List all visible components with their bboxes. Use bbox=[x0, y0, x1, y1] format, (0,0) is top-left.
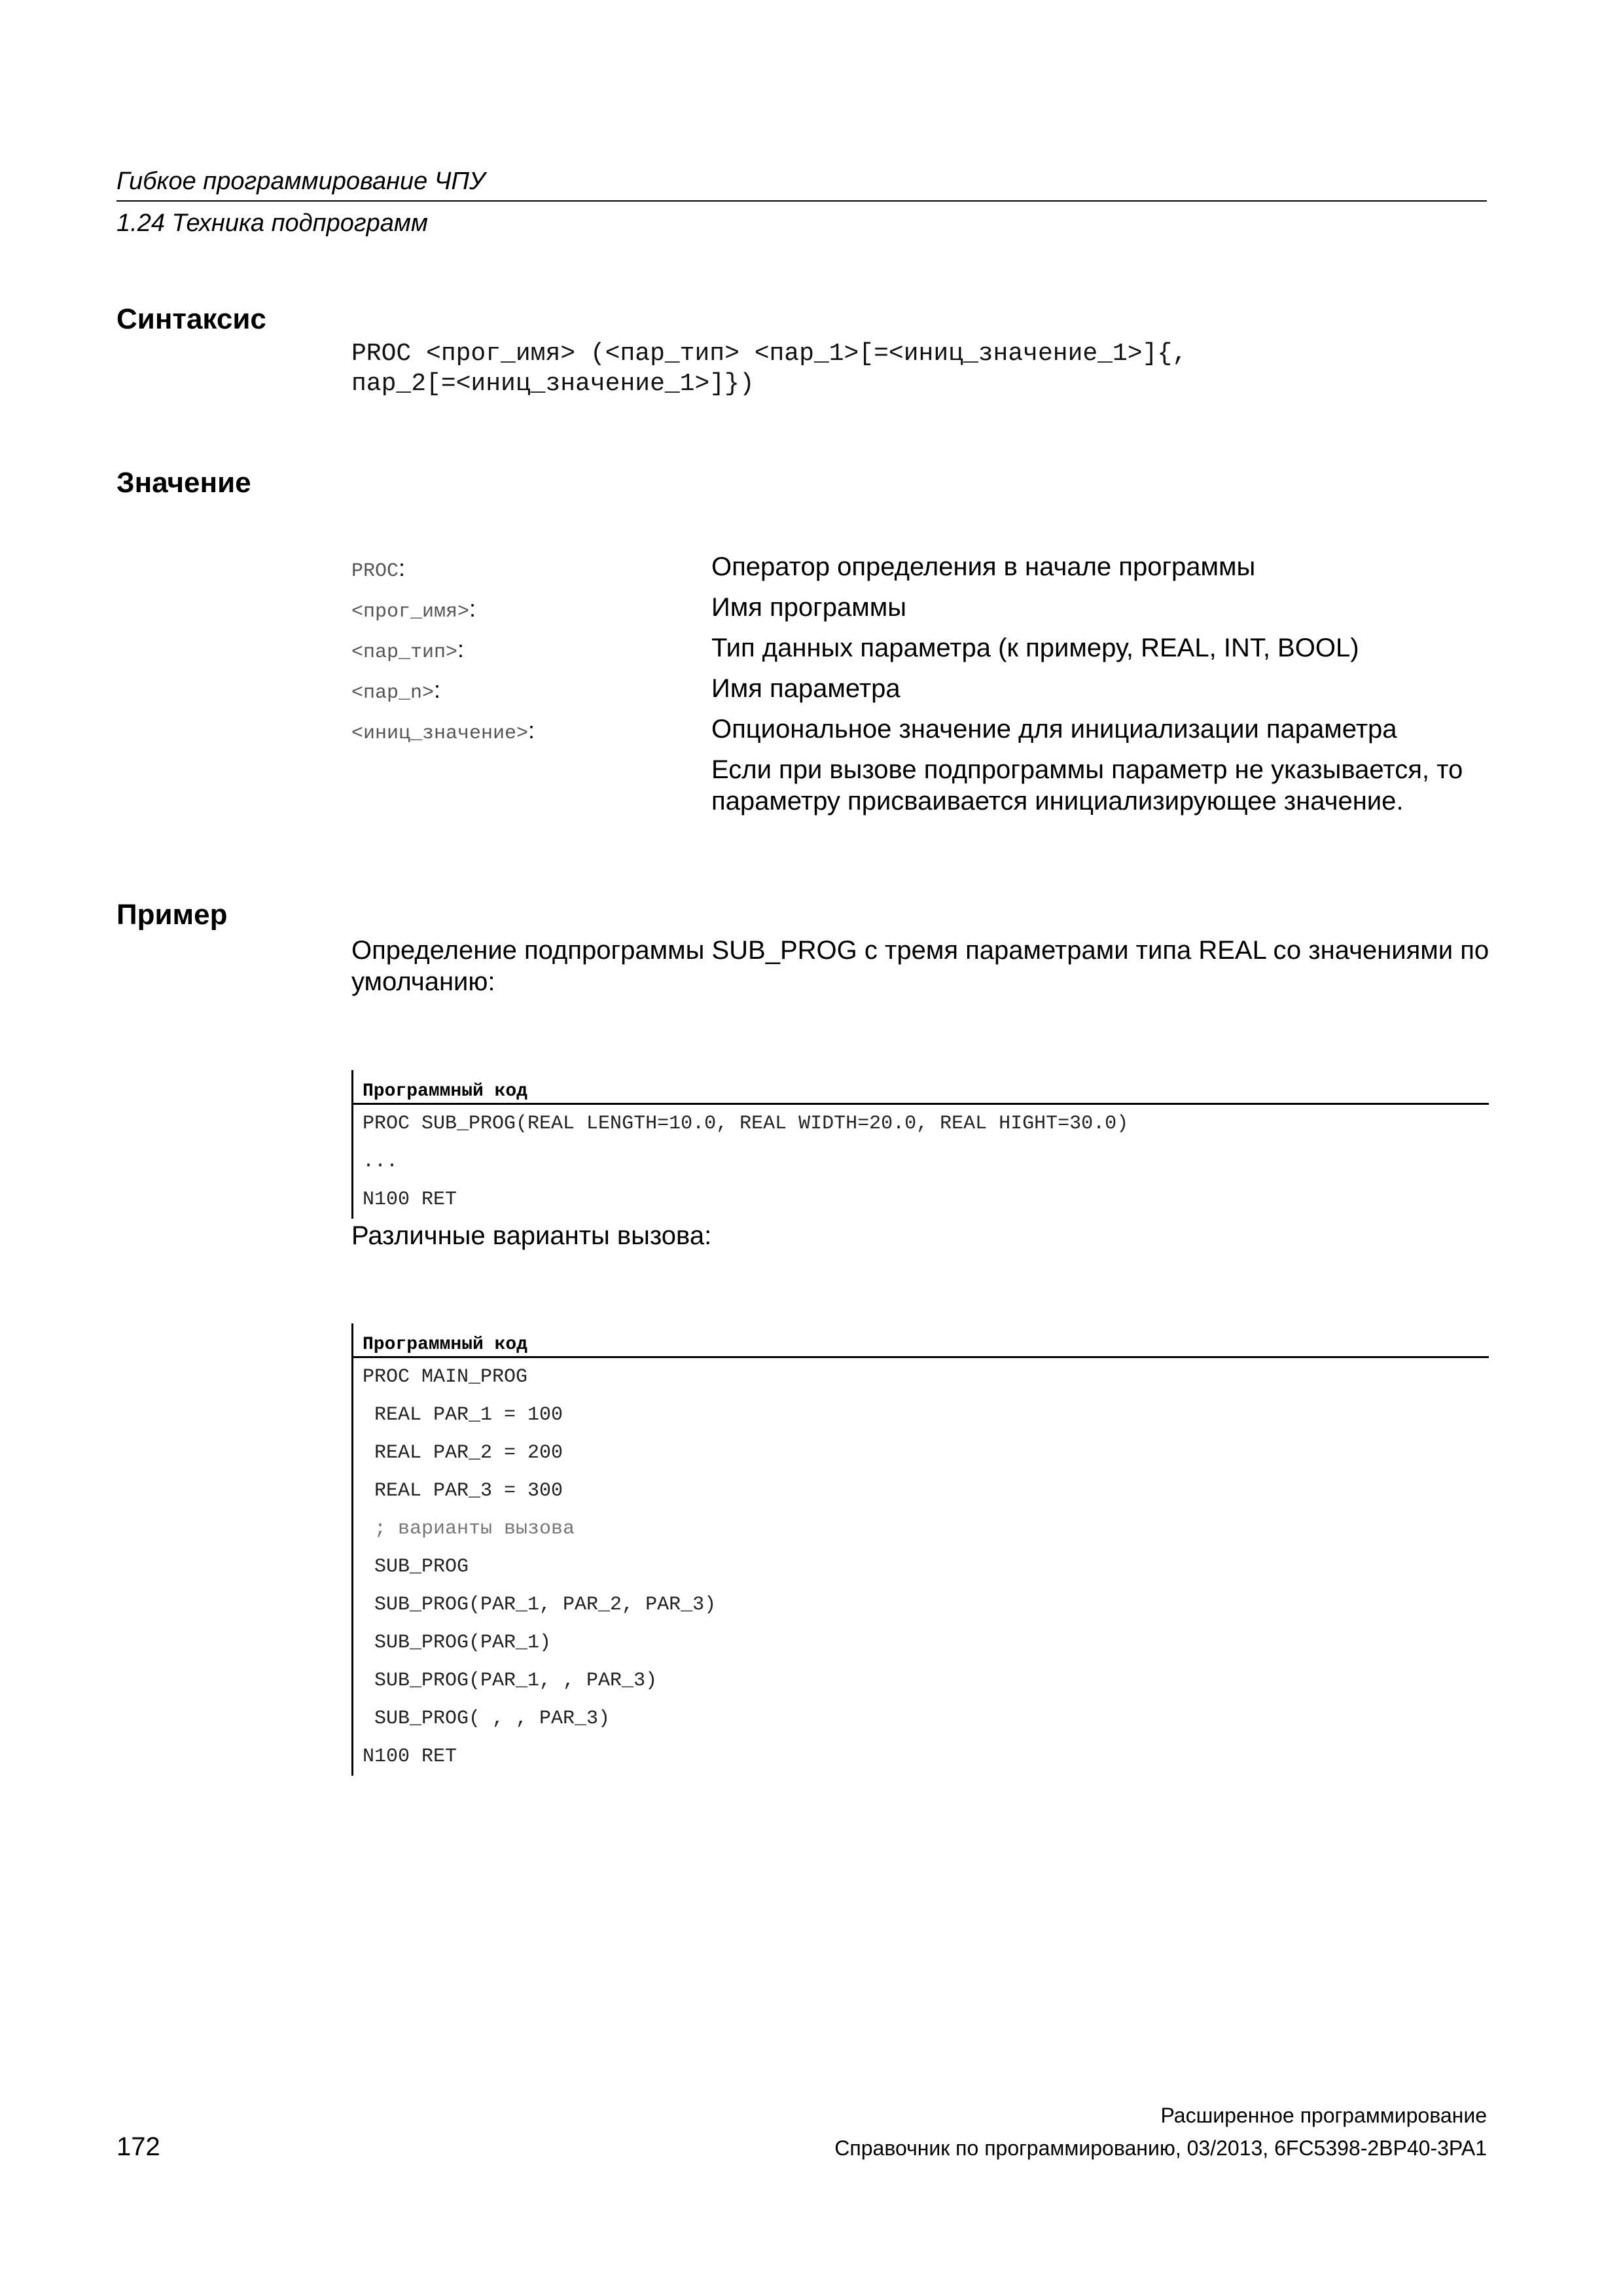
desc-par-n: Имя параметра bbox=[711, 674, 901, 703]
running-header-title: Гибкое программирование ЧПУ bbox=[116, 168, 486, 195]
code-line: REAL PAR_3 = 300 bbox=[363, 1480, 563, 1502]
code-line: ... bbox=[363, 1151, 399, 1173]
code-line: SUB_PROG bbox=[363, 1556, 469, 1578]
code-table-header: Программный код bbox=[353, 1081, 1489, 1105]
example-intro: Определение подпрограммы SUB_PROG с тремя параметрами типа REAL со значениями по умолчанию: bbox=[351, 936, 1489, 996]
code-line: PROC SUB_PROG(REAL LENGTH=10.0, REAL WIDTH=20.0, REAL HIGHT=30.0) bbox=[363, 1113, 1129, 1135]
desc-prog-name: Имя программы bbox=[711, 593, 907, 622]
code-line: REAL PAR_1 = 100 bbox=[363, 1404, 563, 1426]
desc-init-value: Опциональное значение для инициализации параметра bbox=[711, 715, 1397, 744]
code-line: SUB_PROG(PAR_1) bbox=[363, 1632, 552, 1654]
code-line: N100 RET bbox=[363, 1746, 457, 1768]
header-rule bbox=[116, 200, 1487, 202]
footer-book-title: Расширенное программирование bbox=[1160, 2104, 1487, 2127]
term-par-n: <пар_n>: bbox=[351, 676, 441, 704]
code-table-header: Программный код bbox=[353, 1334, 1489, 1358]
code-line: N100 RET bbox=[363, 1189, 457, 1211]
footer-reference: Справочник по программированию, 03/2013, 6FC5398-2BP40-3PA1 bbox=[834, 2136, 1487, 2160]
desc-init-value-note: Если при вызове подпрограммы параметр не указывается, то параметру присваивается инициализирующее значение. bbox=[711, 755, 1463, 816]
syntax-line-1: PROC <прог_имя> (<пар_тип> <пар_1>[=<иниц_значение_1>]{, bbox=[351, 340, 1188, 368]
example-heading: Пример bbox=[116, 899, 228, 931]
code-line: SUB_PROG(PAR_1, , PAR_3) bbox=[363, 1670, 658, 1692]
code-line: SUB_PROG( , , PAR_3) bbox=[363, 1708, 611, 1730]
desc-proc: Оператор определения в начале программы bbox=[711, 552, 1256, 581]
code-table-definition bbox=[351, 1070, 1489, 1219]
term-par-type: <пар_тип>: bbox=[351, 636, 465, 664]
code-line: PROC MAIN_PROG bbox=[363, 1366, 528, 1388]
syntax-heading: Синтаксис bbox=[116, 303, 266, 335]
term-init-value: <иниц_значение>: bbox=[351, 717, 535, 745]
syntax-line-2: пар_2[=<иниц_значение_1>]}) bbox=[351, 370, 755, 398]
term-prog-name: <прог_имя>: bbox=[351, 595, 476, 623]
desc-par-type: Тип данных параметра (к примеру, REAL, INT, BOOL) bbox=[711, 634, 1359, 662]
code-line: SUB_PROG(PAR_1, PAR_2, PAR_3) bbox=[363, 1594, 717, 1616]
meaning-heading: Значение bbox=[116, 467, 251, 499]
calls-intro: Различные варианты вызова: bbox=[351, 1221, 712, 1250]
code-table-calls bbox=[351, 1323, 1489, 1776]
running-header-section: 1.24 Техника подпрограмм bbox=[116, 209, 428, 237]
page-number: 172 bbox=[116, 2132, 160, 2161]
term-proc: PROC: bbox=[351, 554, 406, 583]
code-line: REAL PAR_2 = 200 bbox=[363, 1442, 563, 1464]
code-comment-line: ; варианты вызова bbox=[363, 1518, 575, 1540]
